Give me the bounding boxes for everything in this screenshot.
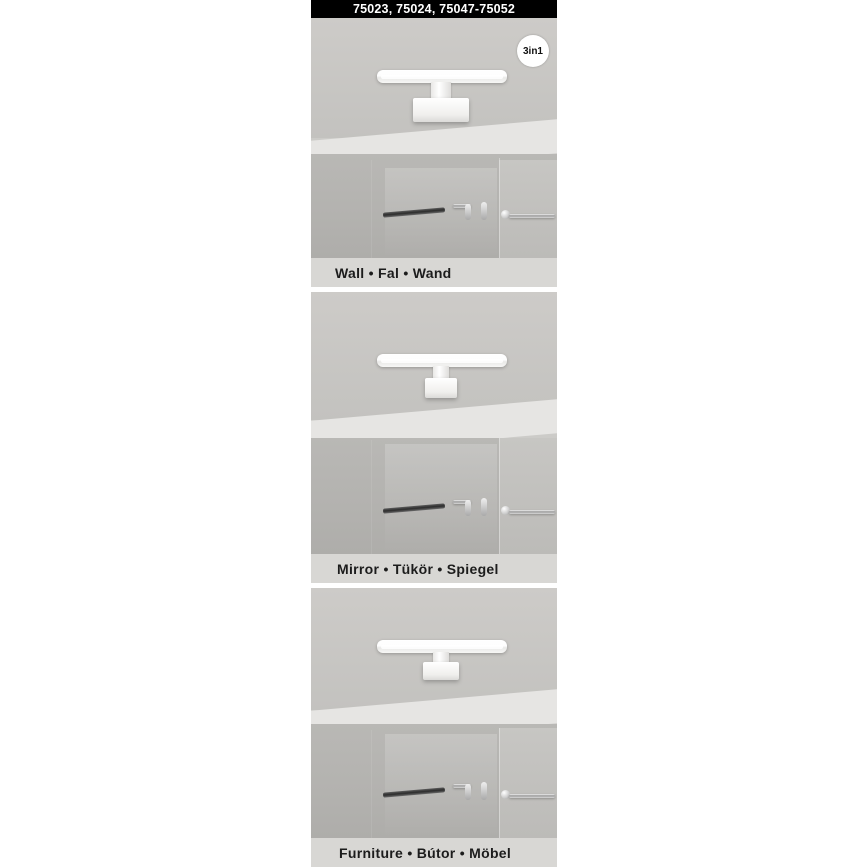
scene-wall [311, 18, 557, 258]
badge-3in1: 3in1 [517, 35, 549, 67]
knob [465, 204, 471, 220]
towel-rail [509, 794, 555, 798]
right-wall-panel [499, 160, 557, 258]
knob [481, 782, 487, 800]
fixture-furniture-mount [423, 662, 459, 680]
panel-mirror [311, 292, 557, 583]
knob [481, 498, 487, 516]
right-wall-panel [499, 728, 557, 838]
towel-rail [509, 510, 555, 514]
scene-mirror [311, 292, 557, 554]
caption-wall: Wall • Fal • Wand [311, 258, 557, 287]
caption-mirror: Mirror • Tükör • Spiegel [311, 554, 557, 583]
led-mirror-light-fixture [377, 354, 507, 404]
led-mirror-light-fixture [377, 70, 507, 124]
towel-rail [509, 214, 555, 218]
panel-wall [311, 18, 557, 287]
knob [465, 500, 471, 516]
scene-furniture [311, 588, 557, 838]
knob [465, 784, 471, 800]
fixture-wall-bracket [413, 98, 469, 122]
product-sheet [311, 0, 557, 868]
fixture-mirror-clamp [425, 378, 457, 398]
tile-seam [499, 438, 500, 554]
right-wall-panel [499, 438, 557, 554]
product-code-bar: 75023, 75024, 75047-75052 [311, 0, 557, 18]
knob [481, 202, 487, 220]
panel-furniture [311, 588, 557, 867]
tile-seam [371, 440, 372, 554]
tile-seam [371, 160, 372, 258]
led-mirror-light-fixture [377, 640, 507, 690]
tile-seam [371, 730, 372, 838]
tile-seam [499, 158, 500, 258]
caption-furniture: Furniture • Bútor • Möbel [311, 838, 557, 867]
tile-seam [499, 728, 500, 838]
